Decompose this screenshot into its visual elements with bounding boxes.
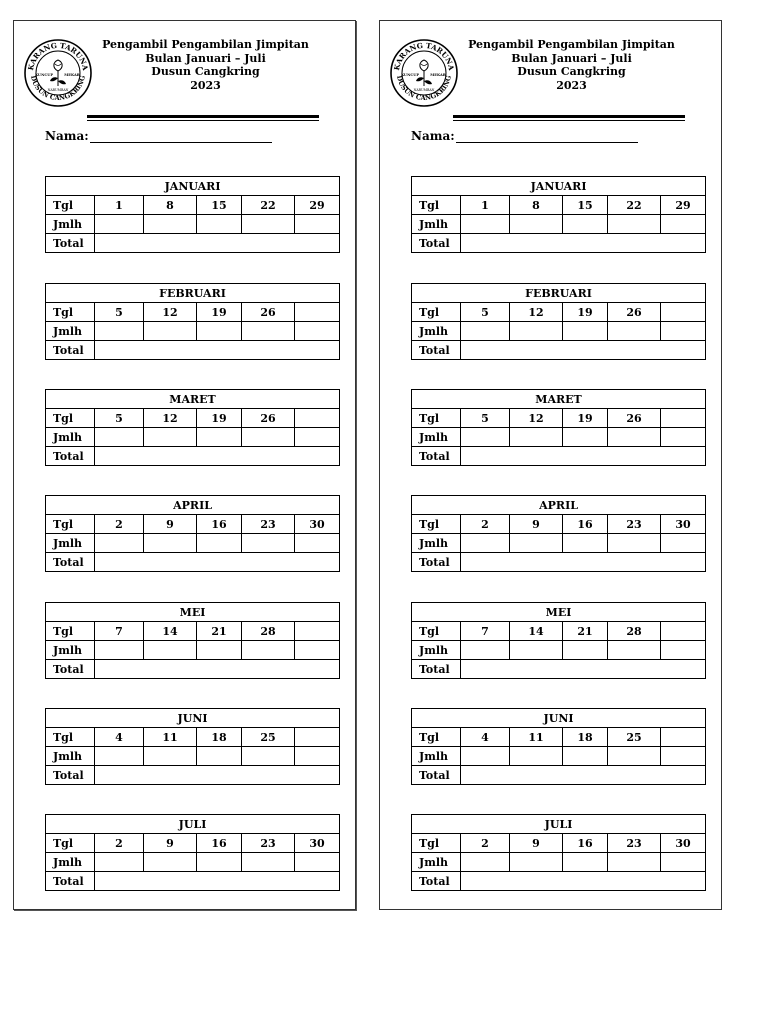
title-line2: Bulan Januari – Juli [511,51,632,65]
date-cell: 19 [197,409,242,428]
jmlh-label: Jmlh [412,853,461,872]
month-table [411,814,706,891]
jmlh-entry-cell[interactable] [661,747,706,766]
month-table [45,708,340,785]
svg-text:DUSUN CANGKRING: DUSUN CANGKRING [395,74,453,103]
jmlh-entry-cell[interactable] [461,534,510,553]
date-cell: 12 [144,303,197,322]
tgl-label: Tgl [46,196,95,215]
total-label: Total [412,234,461,253]
jmlh-entry-cell[interactable] [242,534,295,553]
jmlh-entry-cell[interactable] [295,215,340,234]
jmlh-entry-cell[interactable] [461,641,510,660]
total-entry-cell[interactable] [95,766,340,785]
month-table [45,814,340,891]
jmlh-label: Jmlh [412,641,461,660]
month-table [45,495,340,572]
month-name: FEBRUARI [46,284,340,303]
month-name: JUNI [46,709,340,728]
date-cell: 16 [197,834,242,853]
date-cell: 23 [242,515,295,534]
nama-field [45,129,272,143]
total-entry-cell[interactable] [461,341,706,360]
month-table [45,602,340,679]
date-cell: 11 [510,728,563,747]
card-header [389,38,689,123]
svg-text:MEKAR: MEKAR [430,73,446,77]
jmlh-label: Jmlh [412,428,461,447]
jimpitan-card-right [379,20,722,910]
jmlh-label: Jmlh [46,534,95,553]
date-cell [295,409,340,428]
total-label: Total [46,872,95,891]
date-cell: 4 [95,728,144,747]
jmlh-entry-cell[interactable] [563,641,608,660]
month-name: MEI [412,603,706,622]
jmlh-entry-cell[interactable] [510,747,563,766]
date-cell: 9 [144,834,197,853]
card-header [23,38,323,123]
date-cell: 2 [95,834,144,853]
card-title-block [93,38,318,92]
month-table [45,283,340,360]
date-cell: 16 [563,834,608,853]
jmlh-entry-cell[interactable] [197,428,242,447]
card-title-block [459,38,684,92]
jmlh-entry-cell[interactable] [295,322,340,341]
jmlh-entry-cell[interactable] [461,322,510,341]
month-name: APRIL [412,496,706,515]
karang-taruna-logo [389,38,459,108]
title-line3: Dusun Cangkring [151,65,260,78]
jmlh-entry-cell[interactable] [608,853,661,872]
tgl-label: Tgl [46,409,95,428]
month-name: JULI [412,815,706,834]
month-name: JULI [46,815,340,834]
date-cell: 16 [197,515,242,534]
tgl-label: Tgl [412,515,461,534]
jmlh-entry-cell[interactable] [197,747,242,766]
jmlh-entry-cell[interactable] [295,747,340,766]
nama-label: Nama: [45,129,89,143]
jmlh-entry-cell[interactable] [242,428,295,447]
total-entry-cell[interactable] [461,234,706,253]
date-cell: 30 [295,834,340,853]
date-cell: 12 [144,409,197,428]
date-cell: 7 [461,622,510,641]
jmlh-entry-cell[interactable] [510,428,563,447]
karang-taruna-logo [23,38,93,108]
jmlh-label: Jmlh [46,853,95,872]
jmlh-entry-cell[interactable] [510,534,563,553]
jmlh-entry-cell[interactable] [563,428,608,447]
month-name: MARET [412,390,706,409]
jmlh-entry-cell[interactable] [295,853,340,872]
jmlh-entry-cell[interactable] [144,641,197,660]
tgl-label: Tgl [46,622,95,641]
svg-text:KUNCUP: KUNCUP [34,73,54,77]
jmlh-entry-cell[interactable] [95,428,144,447]
jmlh-entry-cell[interactable] [608,641,661,660]
month-table [411,708,706,785]
total-label: Total [46,341,95,360]
tgl-label: Tgl [412,622,461,641]
date-cell: 21 [563,622,608,641]
title-line1: Pengambil Pengambilan Jimpitan [102,38,309,51]
jmlh-entry-cell[interactable] [608,747,661,766]
date-cell: 16 [563,515,608,534]
date-cell: 2 [461,834,510,853]
header-rule-thick [453,115,685,118]
nama-label: Nama: [411,129,455,143]
title-line1: Pengambil Pengambilan Jimpitan [468,38,675,51]
jmlh-entry-cell[interactable] [661,215,706,234]
jmlh-entry-cell[interactable] [144,322,197,341]
total-entry-cell[interactable] [95,553,340,572]
total-label: Total [412,872,461,891]
jmlh-label: Jmlh [412,322,461,341]
total-entry-cell[interactable] [95,341,340,360]
date-cell: 23 [608,834,661,853]
jmlh-entry-cell[interactable] [197,853,242,872]
jmlh-entry-cell[interactable] [95,747,144,766]
date-cell: 15 [563,196,608,215]
total-label: Total [412,553,461,572]
tgl-label: Tgl [412,303,461,322]
jmlh-entry-cell[interactable] [197,641,242,660]
jmlh-entry-cell[interactable] [144,534,197,553]
jmlh-entry-cell[interactable] [563,853,608,872]
header-rule-thin [87,120,319,121]
jmlh-label: Jmlh [412,747,461,766]
jmlh-entry-cell[interactable] [563,322,608,341]
jmlh-entry-cell[interactable] [242,215,295,234]
jmlh-label: Jmlh [46,428,95,447]
jmlh-label: Jmlh [46,322,95,341]
date-cell: 12 [510,409,563,428]
total-label: Total [46,553,95,572]
tgl-label: Tgl [46,728,95,747]
jmlh-entry-cell[interactable] [510,853,563,872]
date-cell: 7 [95,622,144,641]
title-line3: Dusun Cangkring [517,65,626,78]
month-table [411,176,706,253]
svg-text:KARANG TARUNA: KARANG TARUNA [392,40,456,72]
total-label: Total [46,660,95,679]
total-entry-cell[interactable] [95,660,340,679]
date-cell: 28 [242,622,295,641]
date-cell [295,728,340,747]
title-line4: 2023 [556,78,587,92]
jmlh-label: Jmlh [46,747,95,766]
month-name: APRIL [46,496,340,515]
date-cell: 4 [461,728,510,747]
date-cell: 9 [144,515,197,534]
jmlh-entry-cell[interactable] [144,428,197,447]
total-entry-cell[interactable] [461,872,706,891]
date-cell: 28 [608,622,661,641]
total-label: Total [46,766,95,785]
total-entry-cell[interactable] [461,447,706,466]
jmlh-entry-cell[interactable] [563,747,608,766]
total-entry-cell[interactable] [95,872,340,891]
jmlh-entry-cell[interactable] [510,641,563,660]
total-entry-cell[interactable] [461,766,706,785]
jmlh-entry-cell[interactable] [510,215,563,234]
jmlh-entry-cell[interactable] [661,853,706,872]
svg-text:KARANG TARUNA: KARANG TARUNA [26,40,90,72]
jmlh-entry-cell[interactable] [242,747,295,766]
jmlh-entry-cell[interactable] [144,747,197,766]
nama-blank-line [456,130,638,143]
jmlh-entry-cell[interactable] [608,534,661,553]
total-entry-cell[interactable] [95,447,340,466]
month-name: MEI [46,603,340,622]
date-cell: 18 [563,728,608,747]
jmlh-entry-cell[interactable] [197,322,242,341]
svg-text:NARUMBAN: NARUMBAN [413,88,435,92]
jmlh-label: Jmlh [412,215,461,234]
date-cell: 1 [461,196,510,215]
month-name: JANUARI [412,177,706,196]
svg-text:NARUMBAN: NARUMBAN [47,88,69,92]
total-label: Total [412,660,461,679]
month-table [45,389,340,466]
date-cell: 21 [197,622,242,641]
date-cell: 8 [510,196,563,215]
month-table [411,283,706,360]
month-name: FEBRUARI [412,284,706,303]
jmlh-entry-cell[interactable] [295,641,340,660]
date-cell: 5 [461,303,510,322]
date-cell: 19 [197,303,242,322]
jmlh-entry-cell[interactable] [197,534,242,553]
nama-field [411,129,638,143]
total-entry-cell[interactable] [461,660,706,679]
date-cell: 26 [242,409,295,428]
jmlh-entry-cell[interactable] [197,215,242,234]
date-cell: 5 [95,303,144,322]
month-table [411,495,706,572]
date-cell: 12 [510,303,563,322]
date-cell: 15 [197,196,242,215]
jmlh-entry-cell[interactable] [242,322,295,341]
jmlh-entry-cell[interactable] [95,641,144,660]
nama-blank-line [90,130,272,143]
date-cell: 5 [461,409,510,428]
jmlh-entry-cell[interactable] [295,428,340,447]
date-cell [661,622,706,641]
jmlh-entry-cell[interactable] [608,428,661,447]
tgl-label: Tgl [46,834,95,853]
date-cell: 2 [95,515,144,534]
date-cell: 26 [608,303,661,322]
date-cell: 11 [144,728,197,747]
tgl-label: Tgl [412,834,461,853]
date-cell: 23 [608,515,661,534]
total-label: Total [46,447,95,466]
total-label: Total [412,447,461,466]
date-cell: 30 [295,515,340,534]
date-cell: 8 [144,196,197,215]
date-cell: 19 [563,409,608,428]
tgl-label: Tgl [412,409,461,428]
jmlh-entry-cell[interactable] [95,322,144,341]
jmlh-entry-cell[interactable] [461,747,510,766]
date-cell: 25 [242,728,295,747]
title-line2: Bulan Januari – Juli [145,51,266,65]
date-cell [661,409,706,428]
date-cell: 22 [242,196,295,215]
jmlh-entry-cell[interactable] [95,534,144,553]
month-name: JANUARI [46,177,340,196]
jmlh-entry-cell[interactable] [563,534,608,553]
jmlh-entry-cell[interactable] [661,322,706,341]
date-cell: 26 [242,303,295,322]
total-label: Total [46,234,95,253]
date-cell: 30 [661,515,706,534]
total-label: Total [412,766,461,785]
date-cell: 14 [510,622,563,641]
jmlh-entry-cell[interactable] [95,215,144,234]
date-cell [661,728,706,747]
date-cell [295,303,340,322]
date-cell: 5 [95,409,144,428]
svg-text:KUNCUP: KUNCUP [400,73,420,77]
total-entry-cell[interactable] [461,553,706,572]
jmlh-entry-cell[interactable] [510,322,563,341]
jmlh-entry-cell[interactable] [661,641,706,660]
jmlh-entry-cell[interactable] [661,534,706,553]
svg-text:DUSUN CANGKRING: DUSUN CANGKRING [29,74,87,103]
jimpitan-card-left [13,20,356,910]
jmlh-entry-cell[interactable] [144,853,197,872]
date-cell: 14 [144,622,197,641]
header-rule-thick [87,115,319,118]
tgl-label: Tgl [46,515,95,534]
date-cell: 29 [295,196,340,215]
jmlh-entry-cell[interactable] [144,215,197,234]
total-label: Total [412,341,461,360]
date-cell: 1 [95,196,144,215]
total-entry-cell[interactable] [95,234,340,253]
jmlh-entry-cell[interactable] [461,215,510,234]
jmlh-label: Jmlh [46,215,95,234]
jmlh-entry-cell[interactable] [661,428,706,447]
jmlh-entry-cell[interactable] [242,641,295,660]
jmlh-label: Jmlh [412,534,461,553]
jmlh-entry-cell[interactable] [242,853,295,872]
month-name: JUNI [412,709,706,728]
month-table [411,602,706,679]
month-table [411,389,706,466]
date-cell: 9 [510,515,563,534]
date-cell [295,622,340,641]
jmlh-entry-cell[interactable] [608,322,661,341]
month-name: MARET [46,390,340,409]
tgl-label: Tgl [412,728,461,747]
jmlh-entry-cell[interactable] [608,215,661,234]
date-cell: 23 [242,834,295,853]
title-line4: 2023 [190,78,221,92]
svg-text:MEKAR: MEKAR [64,73,80,77]
jmlh-entry-cell[interactable] [563,215,608,234]
date-cell: 26 [608,409,661,428]
tgl-label: Tgl [46,303,95,322]
date-cell [661,303,706,322]
jmlh-entry-cell[interactable] [295,534,340,553]
date-cell: 2 [461,515,510,534]
jmlh-entry-cell[interactable] [95,853,144,872]
date-cell: 18 [197,728,242,747]
jmlh-label: Jmlh [46,641,95,660]
jmlh-entry-cell[interactable] [461,853,510,872]
month-table [45,176,340,253]
date-cell: 19 [563,303,608,322]
header-rule-thin [453,120,685,121]
date-cell: 30 [661,834,706,853]
date-cell: 29 [661,196,706,215]
date-cell: 22 [608,196,661,215]
date-cell: 9 [510,834,563,853]
date-cell: 25 [608,728,661,747]
tgl-label: Tgl [412,196,461,215]
jmlh-entry-cell[interactable] [461,428,510,447]
